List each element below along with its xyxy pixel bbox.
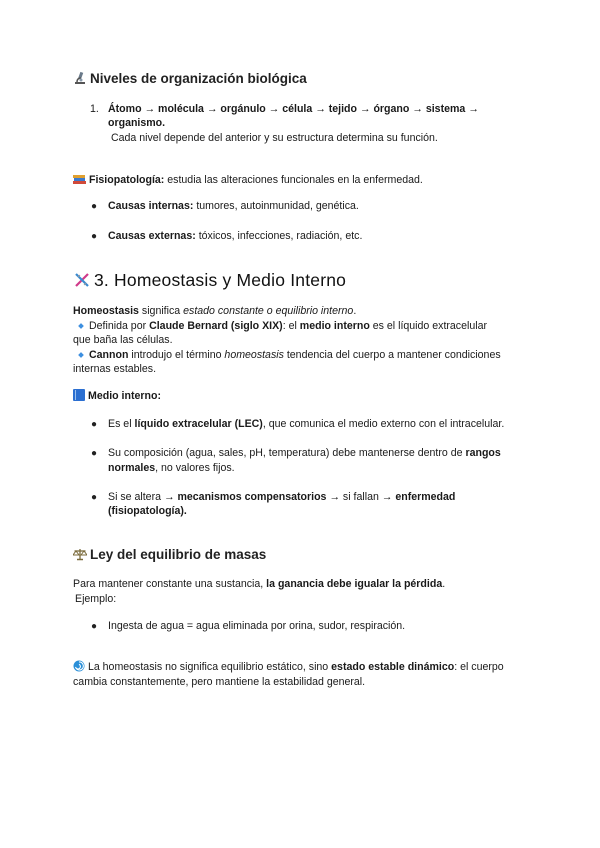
balance-scale-icon: [73, 547, 87, 564]
levels-note: Cada nivel depende del anterior y su estructura determina su función.: [111, 132, 438, 144]
bold-text: la ganancia debe igualar la pérdida: [266, 578, 443, 590]
italic-text: homeostasis: [224, 349, 284, 361]
homeostasis-definition: [73, 304, 356, 319]
italic-text: estado constante o equilibrio interno: [183, 305, 354, 317]
example-label: Ejemplo:: [75, 593, 117, 605]
closing-note-line2: cambia constantemente, pero mantiene la estabilidad general.: [73, 676, 366, 688]
bold-text: rangos: [465, 447, 501, 459]
section-heading-levels: [73, 71, 307, 88]
point-bernard-line2: que baña las células.: [73, 334, 173, 346]
fisio-text: estudia las alteraciones funcionales en la enfermedad.: [164, 174, 423, 186]
text: tendencia del cuerpo a mantener condiciones: [283, 349, 501, 361]
term: Homeostasis: [73, 305, 139, 317]
text: significa: [138, 305, 184, 317]
point-cannon: [73, 348, 501, 363]
bullet-dot: ●: [91, 201, 98, 212]
blue-book-icon: [73, 389, 85, 406]
bold-text: enfermedad: [395, 491, 456, 503]
point-cannon-line2: internas estables.: [73, 363, 157, 375]
bullet-dot: ●: [91, 621, 98, 632]
text: Es el: [108, 418, 135, 430]
list-number: 1.: [90, 103, 99, 115]
bullet-label: Causas externas:: [108, 230, 196, 242]
diamond-icon: [78, 352, 84, 358]
text: .: [353, 305, 357, 317]
bullet-dot: ●: [91, 448, 98, 459]
bold-text: estado estable dinámico: [331, 661, 455, 673]
text: : el cuerpo: [454, 661, 504, 673]
bullet-dot: ●: [91, 419, 98, 430]
medio-heading: [73, 389, 161, 406]
text: La homeostasis no significa equilibrio estático, sino: [85, 661, 332, 673]
levels-chain-line2: organismo.: [108, 117, 166, 129]
list-item: [108, 229, 362, 244]
text: , que comunica el medio externo con el intracelular.: [262, 418, 505, 430]
section-heading-masas: [73, 547, 266, 564]
text: es el líquido extracelular: [369, 320, 488, 332]
bold-text: líquido extracelular (LEC): [134, 418, 263, 430]
bullet-text: tóxicos, infecciones, radiación, etc.: [195, 230, 363, 242]
text: .: [442, 578, 446, 590]
diamond-icon: [78, 323, 84, 329]
bold-text: Cannon: [89, 349, 129, 361]
text: Definida por: [89, 320, 150, 332]
text: Para mantener constante una sustancia,: [73, 578, 267, 590]
list-item: [108, 417, 504, 432]
text: Si se altera →: [108, 491, 178, 503]
text: : el: [282, 320, 300, 332]
list-item-line2: (fisiopatología).: [108, 505, 187, 517]
bullet-label: Causas internas:: [108, 200, 194, 212]
text: , no valores fijos.: [155, 462, 235, 474]
point-bernard: [73, 319, 487, 334]
text: introdujo el término: [128, 349, 225, 361]
medio-title: Medio interno:: [88, 390, 161, 402]
section-title-levels: Niveles de organización biológica: [90, 71, 307, 86]
text: Su composición (agua, sales, pH, temperatura) debe mantenerse dentro de: [108, 447, 466, 459]
bullet-text: tumores, autoinmunidad, genética.: [193, 200, 359, 212]
microscope-icon: [73, 71, 87, 88]
list-item-line2: [108, 461, 235, 476]
bold-text: medio interno: [299, 320, 370, 332]
list-item: [108, 490, 455, 505]
section-heading-homeostasis: [73, 270, 346, 294]
books-icon: [73, 173, 86, 190]
section-title-masas: Ley del equilibrio de masas: [90, 547, 267, 562]
text: → si fallan →: [326, 491, 396, 503]
fisio-term: Fisiopatología:: [89, 174, 165, 186]
list-item: [108, 446, 501, 461]
masas-intro: [73, 577, 445, 592]
bold-text: mecanismos compensatorios: [177, 491, 327, 503]
fisio-definition: [73, 173, 423, 190]
section-title-homeostasis: 3. Homeostasis y Medio Interno: [94, 270, 347, 290]
list-item: [108, 199, 359, 214]
bold-text: normales: [108, 462, 156, 474]
list-item: Ingesta de agua = agua eliminada por orina, sudor, respiración.: [108, 620, 406, 632]
bullet-dot: ●: [91, 492, 98, 503]
bullet-dot: ●: [91, 231, 98, 242]
levels-chain-line1: Átomo → molécula → orgánulo → célula → tejido → órgano → sistema →: [108, 103, 479, 115]
bold-text: Claude Bernard (siglo XIX): [149, 320, 283, 332]
dna-icon: [73, 271, 91, 294]
